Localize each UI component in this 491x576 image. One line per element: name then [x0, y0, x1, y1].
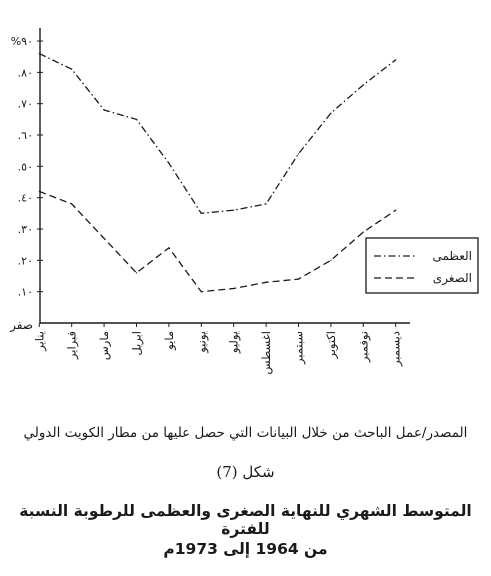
- data-point: [330, 112, 331, 113]
- x-tick-label: يناير: [32, 331, 47, 351]
- y-tick-label: .٥٠: [17, 160, 33, 174]
- data-point: [168, 163, 169, 164]
- x-tick-label: يوليو: [226, 331, 241, 354]
- data-point: [233, 288, 234, 289]
- data-point: [136, 119, 137, 120]
- legend-label-1: العظمى: [432, 249, 472, 263]
- x-tick-label: اكتوبر: [323, 331, 338, 359]
- x-tick-label: يونيو: [194, 331, 209, 353]
- y-tick-label: .٨٠: [17, 66, 33, 80]
- data-point: [298, 279, 299, 280]
- figure-number: شكل (7): [216, 463, 275, 481]
- data-point: [363, 84, 364, 85]
- zero-label: صفر: [10, 318, 33, 332]
- data-point: [298, 153, 299, 154]
- data-point: [395, 210, 396, 211]
- chart-title-line2: من 1964 إلى 1973م: [163, 540, 328, 558]
- data-point: [71, 203, 72, 204]
- series-line-2: [39, 191, 395, 291]
- data-point: [395, 59, 396, 60]
- data-point: [266, 282, 267, 283]
- data-point: [266, 203, 267, 204]
- y-tick-label: .٢٠: [17, 254, 33, 268]
- data-point: [201, 291, 202, 292]
- y-tick-label: %٩٠: [10, 35, 33, 49]
- x-tick-label: اغسطس: [259, 331, 274, 375]
- data-point: [363, 232, 364, 233]
- data-point: [39, 191, 40, 192]
- data-point: [104, 238, 105, 239]
- x-tick-label: فبراير: [64, 331, 79, 360]
- data-point: [39, 53, 40, 54]
- legend-label-2: الصغرى: [432, 271, 472, 285]
- y-tick-label: .٧٠: [17, 97, 33, 111]
- y-tick-label: .١٠: [17, 285, 33, 299]
- source-caption: المصدر/عمل الباحث من خلال البيانات التي حصل عليها من مطار الكويت الدولي: [23, 425, 468, 441]
- data-point: [71, 69, 72, 70]
- data-point: [201, 213, 202, 214]
- x-tick-label: سبتمبر: [291, 331, 306, 365]
- y-tick-label: .٣٠: [17, 223, 33, 237]
- x-tick-label: نوفمبر: [356, 331, 371, 363]
- chart-title-line1: المتوسط الشهري للنهاية الصغرى والعظمى للرطوبة النسبة للفترة: [19, 502, 472, 538]
- y-tick-label: .٦٠: [17, 129, 33, 143]
- series-line-1: [39, 54, 395, 214]
- x-tick-label: مارس: [97, 331, 112, 361]
- data-point: [136, 272, 137, 273]
- x-tick-label: ديسمبر: [388, 331, 403, 367]
- x-tick-label: مايو: [161, 331, 176, 350]
- data-point: [168, 247, 169, 248]
- data-point: [233, 210, 234, 211]
- x-tick-label: ابريل: [129, 331, 144, 356]
- y-tick-label: .٤٠: [17, 191, 33, 205]
- data-point: [330, 260, 331, 261]
- data-point: [104, 109, 105, 110]
